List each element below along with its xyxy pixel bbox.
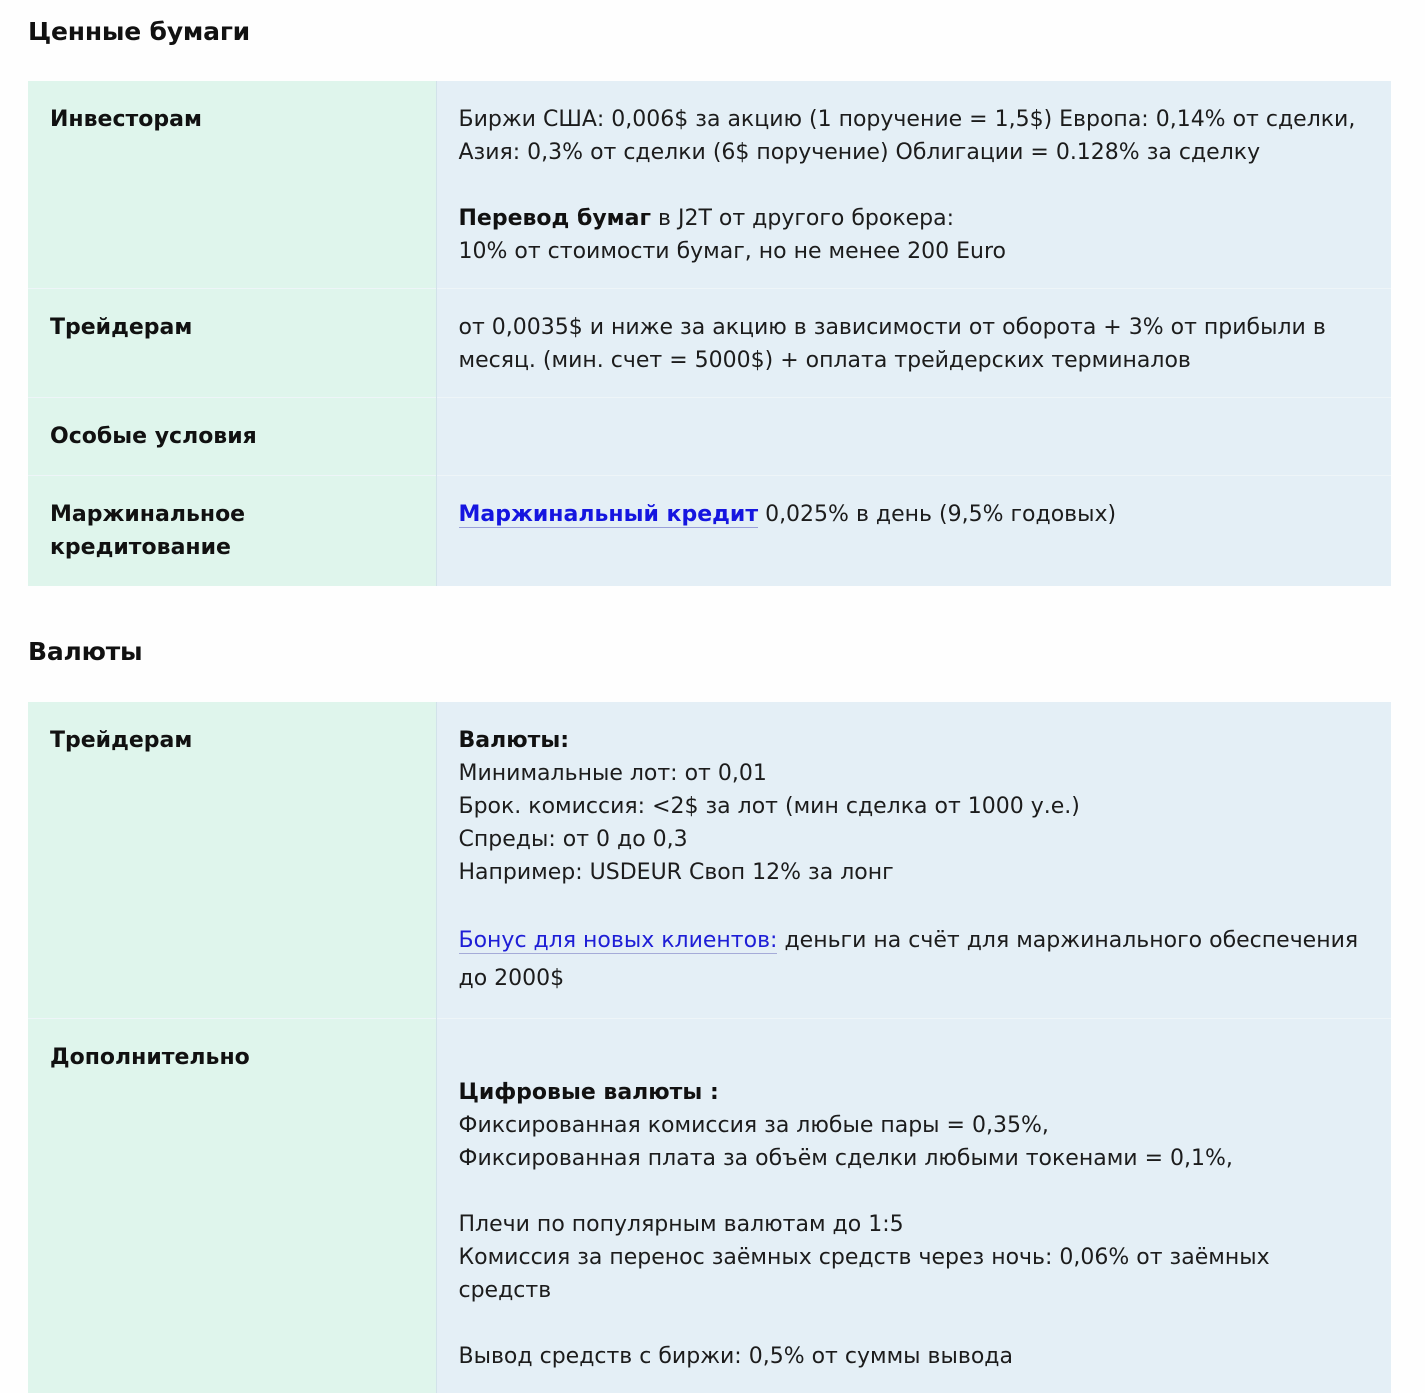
crypto-leverage: Плечи по популярным валютам до 1:5	[459, 1212, 904, 1237]
row-label-traders: Трейдерам	[28, 289, 436, 398]
crypto-block	[459, 1076, 1370, 1373]
margin-credit-link[interactable]: Маржинальный кредит	[459, 502, 759, 528]
fx-min-lot: Минимальные лот: от 0,01	[459, 761, 767, 786]
row-label-fx-traders: Трейдерам	[28, 702, 436, 1019]
crypto-heading: Цифровые валюты :	[459, 1080, 719, 1105]
section-title-securities: Ценные бумаги	[28, 17, 250, 46]
margin-label-line2: кредитование	[50, 535, 231, 560]
investors-fees-line2: Азия: 0,3% от сделки (6$ поручение) Облигации = 0.128% за сделку	[459, 140, 1261, 165]
row-value-investors	[436, 81, 1391, 289]
crypto-fixed-commission: Фиксированная комиссия за любые пары = 0,35%,	[459, 1113, 1049, 1138]
table-row-investors	[28, 81, 1391, 289]
securities-table	[28, 81, 1391, 586]
row-label-extra: Дополнительно	[28, 1019, 436, 1393]
row-value-margin	[436, 476, 1391, 587]
table-row-fx-traders	[28, 702, 1391, 1019]
fx-commission: Брок. комиссия: <2$ за лот (мин сделка от 1000 у.е.)	[459, 794, 1080, 819]
investors-fees-line1: Биржи США: 0,006$ за акцию (1 поручение = 1,5$) Европа: 0,14% от сделки,	[459, 107, 1356, 132]
table-row-margin	[28, 476, 1391, 587]
traders-fees-line1: от 0,0035$ и ниже за акцию в зависимости от оборота + 3% от прибыли в	[459, 315, 1326, 340]
transfer-heading: Перевод бумаг	[459, 206, 652, 231]
row-label-investors: Инвесторам	[28, 81, 436, 289]
fx-example: Например: USDEUR Своп 12% за лонг	[459, 860, 894, 885]
table-row-special	[28, 398, 1391, 476]
row-label-margin	[28, 476, 436, 587]
bonus-block	[459, 922, 1370, 998]
row-label-special: Особые условия	[28, 398, 436, 476]
table-row-extra	[28, 1019, 1391, 1393]
bonus-text-line2: до 2000$	[459, 966, 565, 991]
section-title-currencies: Валюты	[28, 637, 142, 666]
margin-label-line1: Маржинальное	[50, 502, 245, 527]
transfer-fee: 10% от стоимости бумаг, но не менее 200 Euro	[459, 239, 1006, 264]
transfer-text: в J2T от другого брокера:	[651, 206, 954, 231]
row-value-extra	[436, 1019, 1391, 1393]
currencies-table	[28, 702, 1391, 1393]
bonus-text: деньги на счёт для маржинального обеспечения	[777, 928, 1358, 953]
bonus-link[interactable]: Бонус для новых клиентов:	[459, 928, 778, 954]
fx-heading: Валюты:	[459, 728, 570, 753]
row-value-special	[436, 398, 1391, 476]
row-value-traders	[436, 289, 1391, 398]
margin-credit-rate: 0,025% в день (9,5% годовых)	[758, 502, 1116, 527]
table-row-traders	[28, 289, 1391, 398]
crypto-fixed-fee: Фиксированная плата за объём сделки любыми токенами = 0,1%,	[459, 1146, 1233, 1171]
crypto-withdrawal-fee: Вывод средств с биржи: 0,5% от суммы вывода	[459, 1344, 1014, 1369]
crypto-overnight-fee: Комиссия за перенос заёмных средств через ночь: 0,06% от заёмных средств	[459, 1245, 1270, 1303]
traders-fees-line2: месяц. (мин. счет = 5000$) + оплата трейдерских терминалов	[459, 348, 1191, 373]
fx-spreads: Спреды: от 0 до 0,3	[459, 827, 688, 852]
row-value-fx-traders	[436, 702, 1391, 1019]
